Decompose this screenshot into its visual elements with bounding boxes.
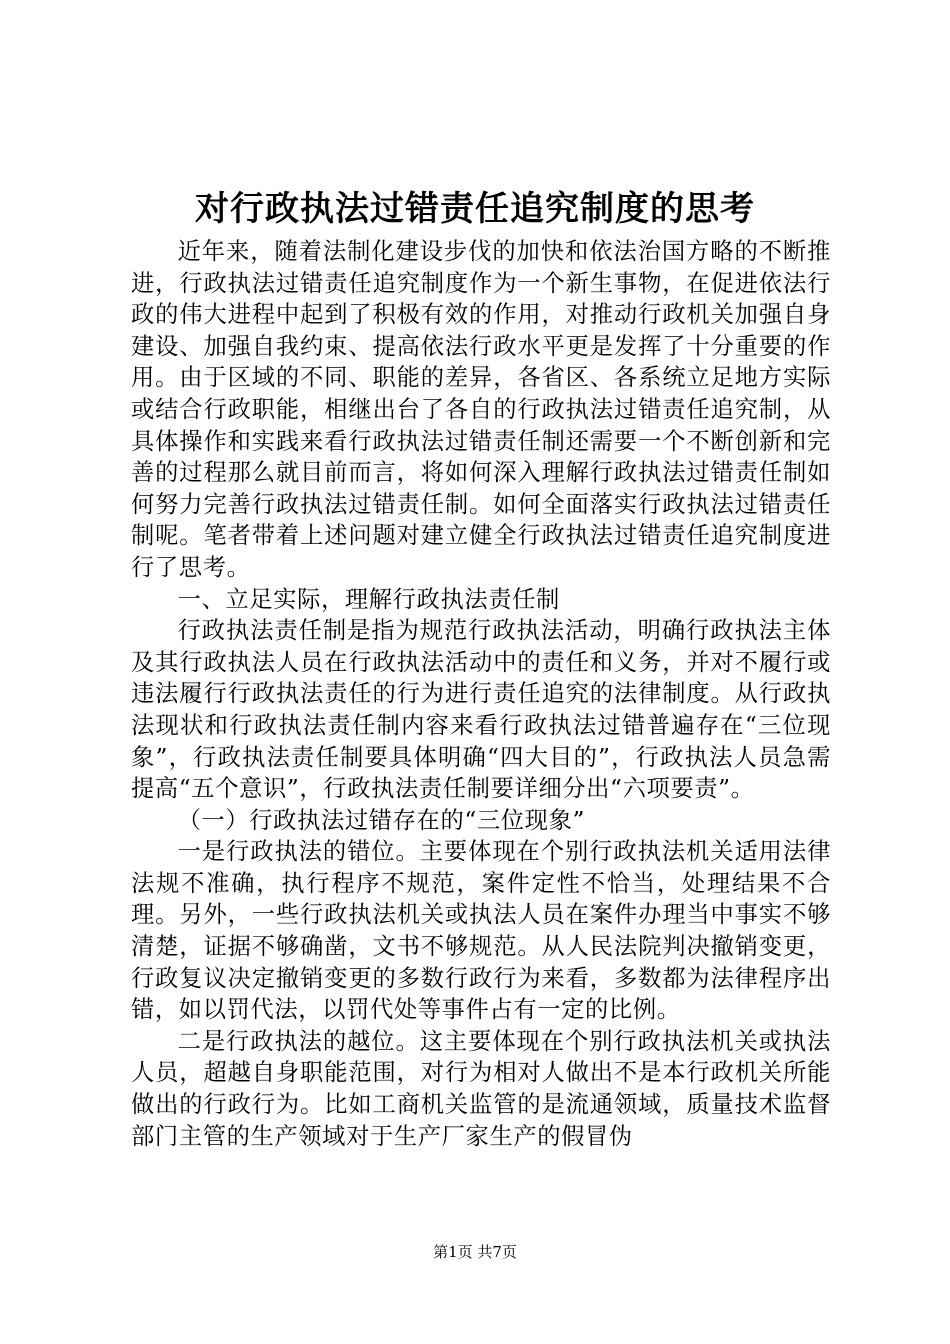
page-number-footer: 第1页 共7页 xyxy=(433,1243,517,1261)
paragraph-overreach: 二是行政执法的越位。这主要体现在个别行政执法机关或执法人员，超越自身职能范围，对行为相对人做出不是本行政机关所能做出的行政行为。比如工商机关监管的是流通领域，质量技术监督部门主管的生产领域对于生产厂家生产的假冒伪 xyxy=(131,1027,831,1150)
paragraph-definition: 行政执法责任制是指为规范行政执法活动，明确行政执法主体及其行政执法人员在行政执法活动中的责任和义务，并对不履行或违法履行行政执法责任的行为进行责任追究的法律制度。从行政执法现状和行政执法责任制内容来看行政执法过错普遍存在“三位现象”，行政执法责任制要具体明确“四大目的”，行政执法人员急需提高“五个意识”，行政执法责任制要详细分出“六项要责”。 xyxy=(131,617,831,803)
paragraph-misplacement: 一是行政执法的错位。主要体现在个别行政执法机关适用法律法规不准确，执行程序不规范，案件定性不恰当，处理结果不合理。另外，一些行政执法机关或执法人员在案件办理当中事实不够清楚，证据不够确凿，文书不够规范。从人民法院判决撤销变更，行政复议决定撤销变更的多数行政行为来看，多数都为法律程序出错，如以罚代法，以罚代处等事件占有一定的比例。 xyxy=(131,838,831,1024)
document-body xyxy=(131,236,831,1152)
section-heading-1: 一、立足实际，理解行政执法责任制 xyxy=(177,585,560,613)
subsection-heading-1: （一）行政执法过错存在的“三位现象” xyxy=(177,806,585,834)
paragraph-intro: 近年来，随着法制化建设步伐的加快和依法治国方略的不断推进，行政执法过错责任追究制度作为一个新生事物，在促进依法行政的伟大进程中起到了积极有效的作用，对推动行政机关加强自身建设、加强自我约束、提高依法行政水平更是发挥了十分重要的作用。由于区域的不同、职能的差异，各省区、各系统立足地方实际或结合行政职能，相继出台了各自的行政执法过错责任追究制，从具体操作和实践来看行政执法过错责任制还需要一个不断创新和完善的过程那么就目前而言，将如何深入理解行政执法过错责任制如何努力完善行政执法过错责任制。如何全面落实行政执法过错责任制呢。笔者带着上述问题对建立健全行政执法过错责任追究制度进行了思考。 xyxy=(131,238,831,581)
document-title: 对行政执法过错责任追究制度的思考 xyxy=(195,189,755,229)
